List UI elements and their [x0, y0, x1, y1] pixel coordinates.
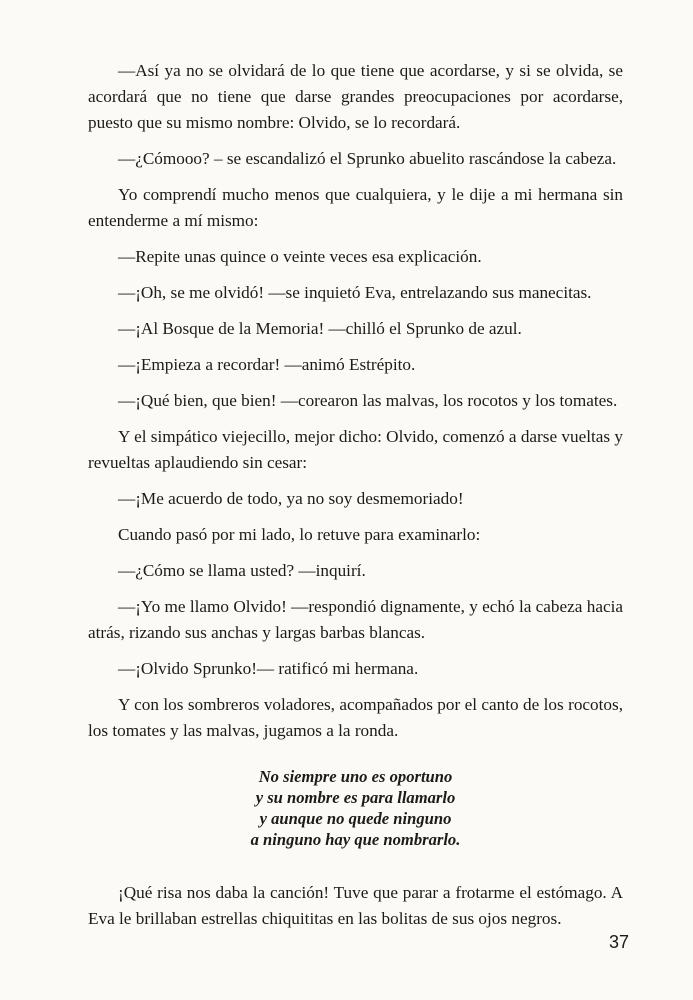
page-body [88, 58, 623, 942]
paragraph: —¡Empieza a recordar! —animó Estrépito. [118, 355, 416, 374]
verse-line: y aunque no quede ninguno [259, 809, 452, 828]
verse-line: No siempre uno es oportuno [258, 767, 453, 786]
paragraph: —¡Al Bosque de la Memoria! —chilló el Sprunko de azul. [118, 319, 522, 338]
song-verse [88, 766, 623, 850]
paragraph: —Repite unas quince o veinte veces esa explicación. [118, 247, 482, 266]
paragraph: Y con los sombreros voladores, acompañados por el canto de los rocotos, los tomates y las malvas, jugamos a la ronda. [88, 695, 623, 740]
paragraph: —Así ya no se olvidará de lo que tiene que acordarse, y si se olvida, se acordará que no tiene que darse grandes preocupaciones por acordarse, puesto que su mismo nombre: Olvido, se lo recordará. [88, 61, 623, 132]
paragraph: —¡Yo me llamo Olvido! —respondió dignamente, y echó la cabeza hacia atrás, rizando sus anchas y largas barbas blancas. [88, 597, 623, 642]
paragraph: —¡Me acuerdo de todo, ya no soy desmemoriado! [118, 489, 464, 508]
paragraph: —¿Cómooo? – se escandalizó el Sprunko abuelito rascándose la cabeza. [118, 149, 617, 168]
paragraph: Y el simpático viejecillo, mejor dicho: Olvido, comenzó a darse vueltas y revueltas aplaudiendo sin cesar: [88, 427, 623, 472]
paragraph: —¿Cómo se llama usted? —inquirí. [118, 561, 366, 580]
paragraph: Yo comprendí mucho menos que cualquiera, y le dije a mi hermana sin entenderme a mí mismo: [88, 185, 623, 230]
page-number: 37 [608, 932, 629, 952]
verse-line: y su nombre es para llamarlo [255, 788, 456, 807]
paragraph: Cuando pasó por mi lado, lo retuve para examinarlo: [118, 525, 481, 544]
verse-line: a ninguno hay que nombrarlo. [250, 830, 461, 849]
paragraph: ¡Qué risa nos daba la canción! Tuve que parar a frotarme el estómago. A Eva le brillaban estrellas chiquititas en las bolitas de sus ojos negros. [88, 883, 623, 928]
paragraph: —¡Qué bien, que bien! —corearon las malvas, los rocotos y los tomates. [118, 391, 618, 410]
paragraph: —¡Oh, se me olvidó! —se inquietó Eva, entrelazando sus manecitas. [118, 283, 592, 302]
paragraph: —¡Olvido Sprunko!— ratificó mi hermana. [118, 659, 419, 678]
